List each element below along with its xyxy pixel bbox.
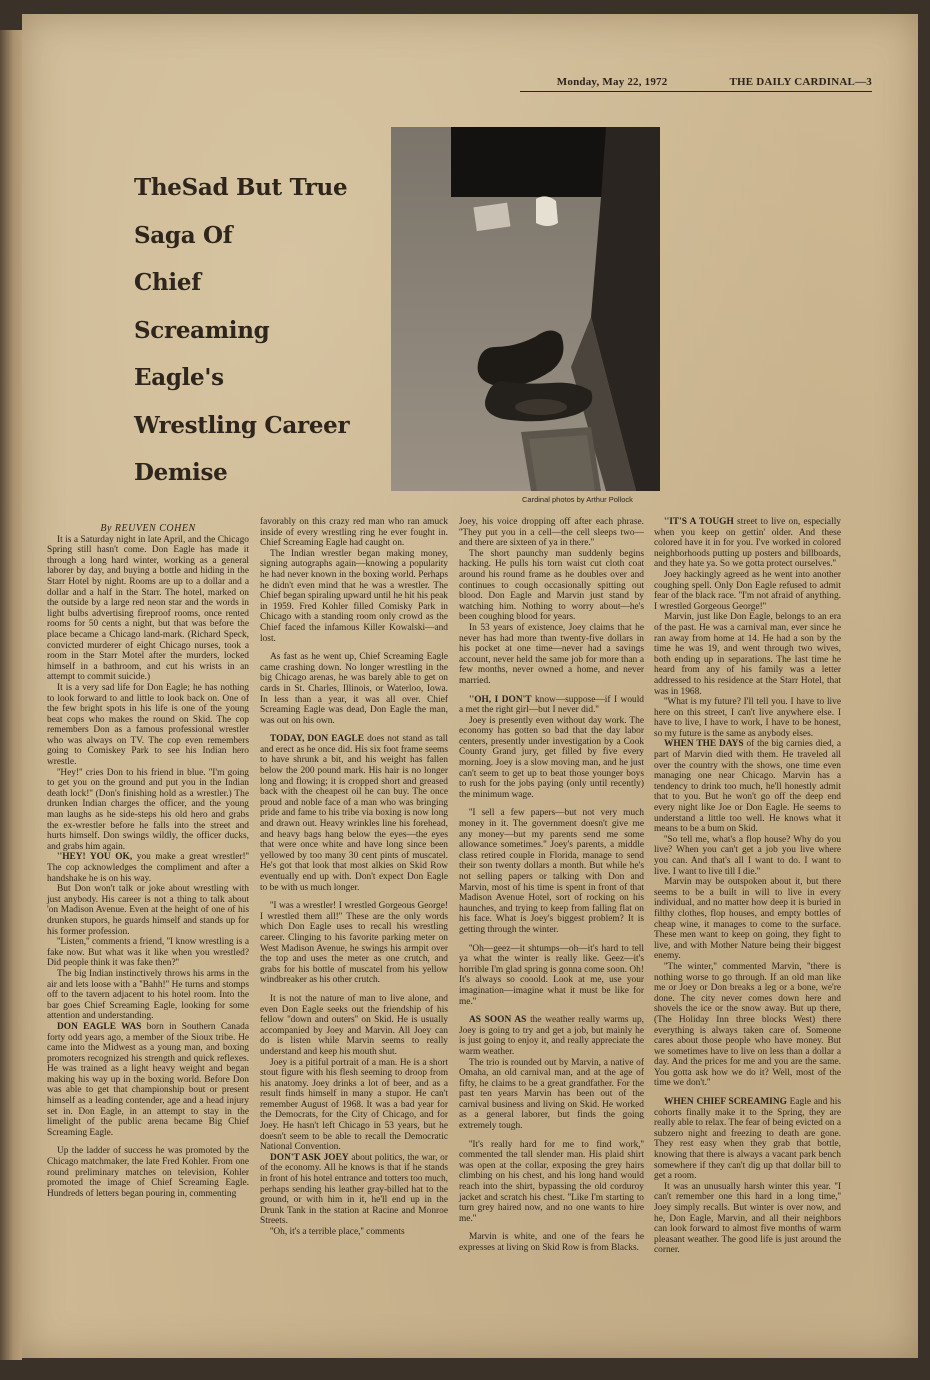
paragraph-text: It is not the nature of man to live alone, and even Don Eagle seeks out the friendship of his fellow ''down and outers'' on Skid. He is usually accompanied by Joey and Marvin. All Joey can do is listen while Marvin seems to really understand and keep his mouth shut. — [260, 993, 448, 1057]
article-paragraph — [654, 835, 841, 877]
article-paragraph — [459, 549, 644, 623]
headline-line: Saga Of — [134, 221, 233, 249]
article-column-1 — [47, 524, 249, 1199]
paragraph-text: The short paunchy man suddenly begins hacking. He pulls his torn waist cut cloth coat around his round frame as he doubles over and continues to cough occasionally spitting out blood. Don Eagle and Marvin just stand by watching him. Nothing to worry about—he's been coughing blood for years. — [459, 548, 644, 623]
headline-line: TheSad But True — [134, 174, 348, 201]
paragraph-text: It is a Saturday night in late April, and the Chicago Spring still hasn't come. Don Eagle has made it through a long hard winter, working as a general laborer by day, and buying a bottle and hiding in the Starr Hotel by night. Rooms are up to a dollar and a dollar and a half in the Starr. The hotel, marked on the outside by a large red neon star and the words in light bulbs advertising fireproof rooms, once rented rooms for 50 cents a night, but that was before the place became a Chicago land-mark. (Richard Speck, convicted murderer of eight Chicago nurses, took a room in the Starr Motel after the murders, locked himself in a bathroom, and cut his wrists in an attempt to commit suicide.) — [47, 534, 249, 683]
paragraph-text: Joey, his voice dropping off after each phrase. ''They put you in a cell—the cell sleeps two—and there are sixteen of ya in there.'' — [459, 517, 644, 549]
previous-page-edge — [0, 30, 22, 1360]
article-paragraph — [459, 1015, 644, 1057]
paragraph-text: Joey is a pitiful portrait of a man. He is a short stout figure with his flesh seeming to droop from his anatomy. Joey drinks a lot of beer, and as a result finds himself in many a stupor. He can't remember August of 1968. It was a bad year for the Democrats, for the City of Chicago, and for Joey. He hasn't left Chicago in 53 years, but he doesn't seem to be able to recall the Democratic National Convention. — [260, 1057, 448, 1153]
article-paragraph — [459, 1140, 644, 1225]
article-paragraph — [654, 877, 841, 962]
paragraph-text: of the big carnies died, a part of Marvin died with them. He traveled all over the country with the shows, one time even managing one near Chicago. Marvin has a tendency to drink too much, he'll honestly admit that to you. But he won't go off the deep end every night like Joe or Don Eagle. He seems to understand a little too well. He knows what it means to be a bum on Skid. — [654, 739, 842, 835]
paragraph-text: Eagle and his cohorts finally make it to the Spring, they are really able to relax. The fear of being evicted on a subzero night and freezing to death are gone. They rest easy when they grab that bottle, knowing that there is always a vacant park bench somewhere if they can't dig up that dollar bill to get a room. — [654, 1097, 841, 1182]
paragraph-text: It was an unusually harsh winter this year. ''I can't remember one this hard in a long time,'' Joey simply recalls. But winter is over now, and he, Don Eagle, Marvin, and all their neighbors can look forward to almost five months of warm pleasant weather. The good life is just around the corner. — [654, 1181, 841, 1256]
paragraph-text: Marvin, just like Don Eagle, belongs to an era of the past. He was a carnival man, ever since he ran away from home at 14. He had a son by the time he was 19, and went through two wives, both ending up in separations. The last time he heard from any of his family was a letter addressed to his residence at the Starr Hotel, that was in 1968. — [654, 612, 841, 697]
article-paragraph — [47, 535, 249, 683]
paragraph-text: ''It's really hard for me to find work,'' commented the tall slender man. His plaid shirt was open at the collar, exposing the grey hairs climbing on his chest, and his long hand would reach into the shirt, bypassing the old corduroy jacket and scratch his chest. ''Like I'm starting to turn grey haired now, and no one wants to hire me.'' — [459, 1139, 644, 1224]
article-paragraph — [260, 517, 448, 549]
paragraph-text: As fast as he went up, Chief Screaming Eagle came crashing down. No longer wrestling in the big Chicago arenas, he was barely able to get on cards in St. Charles, Illinois, or Waterloo, Iowa. In less than a year, it was all over. Chief Screaming Eagle was dead, Don Eagle the man, was out on his own. — [260, 652, 448, 726]
article-paragraph — [47, 884, 249, 937]
article-column-2 — [260, 517, 448, 1238]
paragraph-text: you make a great wrestler!'' The cop acknowledges the compliment and after a handshake he is on his way. — [47, 852, 249, 884]
headline-line: Eagle's — [134, 364, 224, 391]
paragraph-text: about politics, the war, or of the economy. All he knows is that if he stands in front of his hotel entrance and totters too much, perhaps sending his leather gray-billed hat to the ground, or with him in it, he'll end up in the Drunk Tank in the station at Racine and Monroe Streets. — [260, 1152, 448, 1227]
paragraph-text: know—suppose—if I would a met the right girl—but I never did.'' — [459, 694, 644, 716]
paragraph-text: The big Indian instinctively throws his arms in the air and lets loose with a ''Bahh!'' He turns and stomps off to the tavern adjacent to his hotel room. Into the bar goes Chief Screaming Eagle, looking for some attention and understanding. — [47, 968, 249, 1022]
article-paragraph — [260, 994, 448, 1058]
article-paragraph — [654, 517, 841, 570]
paragraph-text: does not stand as tall and erect as he once did. His six foot frame seems to have shrunk a bit, and his weight has fallen below the 200 pound mark. His hair is no longer long and flowing; it is cropped short and greased back with the cheapest oil he can buy. The once proud and noble face of a man who was bringing pride and fame to his tribe via boxing is now long and drawn out. Heavy wrinkles line his forehead, and heavy bags hang below the eyes—the eyes that were once white and have long since been yellowed by too many 30 cent pints of muscatel. He's got that look that most alkies on Skid Row eventually end up with. Don't expect Don Eagle to be with us much longer. — [260, 734, 448, 893]
paragraph-lead-in: AS SOON AS — [469, 1015, 527, 1026]
paragraph-text: Marvin may be outspoken about it, but there seems to be a built in will to live in every individual, and no matter how deep it is buried in filthy clothes, flop houses, and empty bottles of cheap wine, it manages to come to the surface. These men want to keep on going, they fight to live, and with Mother Nature being their biggest enemy. — [654, 877, 841, 962]
paragraph-lead-in: ''OH, I DON'T — [469, 694, 532, 705]
photo-credit: Cardinal photos by Arthur Pollock — [522, 495, 633, 504]
article-paragraph — [260, 652, 448, 726]
paragraph-text: ''Hey!'' cries Don to his friend in blue. ''I'm going to get you on the ground and put you in the Indian death lock!'' (Don's finishing hold as a wrestler.) The drunken Indian charges the officer, and the young man laughs as he side-steps his old hero and grabs the ex-wrestler before he falls into the street and hurts himself. Don swings wildly, the officer ducks, and grabs him again. — [47, 767, 249, 852]
paragraph-text: born in Southern Canada forty odd years ago, a member of the Sioux tribe. He came into the Midwest as a young man, and boxing promoters recognized his strength and quick reflexes. He was trained as a light heavy weight and began making his way up in the boxing world. Before Don was able to get that championship bout or present himself as a leading contender, age and a head injury set in. Don Eagle, in an attempt to stay in the limelight of the public arena became Big Chief Screaming Eagle. — [47, 1021, 249, 1138]
article-paragraph — [459, 716, 644, 801]
paragraph-text: Joey hackingly agreed as he went into another coughing spell. Only Don Eagle refused to admit fear of the black race. ''I'm not afraid of anything. I wrestled Gorgeous George!'' — [654, 569, 841, 612]
article-paragraph — [260, 549, 448, 644]
article-paragraph — [459, 808, 644, 935]
article-paragraph — [654, 570, 841, 612]
paragraph-lead-in: ''HEY! YOU OK, — [57, 852, 133, 863]
header-date: Monday, May 22, 1972 — [556, 76, 668, 88]
paragraph-text: The Indian wrestler began making money, signing autographs again—knowing a popularity he had never known in the boxing world. Perhaps he didn't even mind that he was a wrestler. The Chief began spiraling upward until he hit his peak in 1959. Fred Kohler filled Comisky Park in Chicago with a standing room only crowd as the Chief faced the infamous Killer Kowalski—and lost. — [260, 548, 448, 644]
article-column-3 — [459, 517, 644, 1254]
paragraph-text: ''Oh, it's a terrible place,'' comments — [270, 1227, 405, 1237]
paragraph-text: Joey is presently even without day work. The economy has gotten so bad that the day labor centers, presently under investigation by a Cook County Grand jury, get filled by five every morning. Joey is a slow moving man, and he just can't seem to get up to beat those younger boys to rush for the jobs paying (only until recently) the minimum wage. — [459, 715, 644, 800]
paragraph-text: ''Listen,'' comments a friend, ''I know wrestling is a fake now. But what was it like when you wrestled? Did people think it was fake then?'' — [47, 937, 249, 969]
paragraph-lead-in: WHEN THE DAYS — [664, 739, 744, 750]
article-paragraph — [47, 683, 249, 768]
paragraph-text: favorably on this crazy red man who ran amuck inside of every wrestling ring he ever fought in. Chief Screaming Eagle had caught on. — [260, 517, 448, 549]
article-paragraph — [459, 623, 644, 687]
paragraph-lead-in: DON EAGLE WAS — [57, 1021, 142, 1032]
headline — [134, 164, 404, 497]
article-paragraph — [47, 937, 249, 969]
article-paragraph — [260, 901, 448, 986]
paragraph-text: ''What is my future? I'll tell you. I have to live here on this street, I can't live anywhere else. I have to live, I have to work, I have to be honest, so my future is the same as anybody elses. — [654, 697, 841, 739]
article-paragraph — [459, 695, 644, 716]
article-column-4 — [654, 517, 841, 1256]
article-paragraph — [459, 944, 644, 1008]
page-header — [557, 76, 872, 88]
paragraph-text: But Don won't talk or joke about wrestling with just anybody. His career is not a thing to talk about 'on Madison Avenue. Even at the height of one of his drunken stupors, he guards himself and stands up for his former profession. — [47, 884, 249, 937]
photo-shoes-in-doorway — [391, 127, 660, 491]
article-paragraph — [260, 1227, 448, 1238]
article-paragraph — [654, 1182, 841, 1256]
article-paragraph — [654, 962, 841, 1089]
article-paragraph — [47, 1146, 249, 1199]
byline: By REUVEN COHEN — [100, 523, 196, 534]
header-paper-name: THE DAILY CARDINAL—3 — [729, 76, 872, 88]
paragraph-text: ''Oh—geez—it shtumps—oh—it's hard to tell ya what the winter is really like. Geez—it's horrible I'm glad spring is gonna come soon. Oh! It's always so cooold. Look at me, use your imagination—imagine what it must be like for me.'' — [459, 943, 644, 1007]
headline-line: Demise — [134, 459, 228, 486]
paragraph-text: the weather really warms up, Joey is going to try and get a job, but mainly he is just going to enjoy it, and really appreciate the warm weather. — [459, 1015, 644, 1057]
paragraph-text: In 53 years of existence, Joey claims that he never has had more than twenty-five dollars in his pocket at one time—never had a savings account, never held the same job for more than a few months, never owned a home, and never married. — [459, 622, 644, 686]
paragraph-text: ''The winter,'' commented Marvin, ''there is nothing worse to go through. If an old man like me or Joey or Don breaks a leg or a bone, we're done. The city never comes down here and shovels the ice or the snow away. But up there, (The Holiday Inn three blocks West) there everything is always taken care of. Someone cares about those people who have money. But we sometimes have to live on less than a dollar a day. And the prices for me and you are the same. You gotta ask how we do it? Well, most of the time we don't.'' — [654, 961, 841, 1089]
paragraph-text: ''I sell a few papers—but not very much money in it. The government doesn't give me any money—but my parents send me some allowance sometimes.'' Joey's parents, a middle class retired couple in Florida, manage to send their son twenty dollars a month. But while he's not selling papers or talking with Don and Marvin, most of his time is spent in front of that Madison Avenue Hotel, sort of rocking on his haunches, and trying to keep from falling flat on his face. What is Joey's biggest problem? It is getting through the winter. — [459, 808, 644, 935]
paragraph-text: ''So tell me, what's a flop house? Why do you live? When you can't get a job you live where you can. And that's all I want to do. I want to live. I want to live till I die.'' — [654, 834, 841, 877]
paragraph-text: ''I was a wrestler! I wrestled Gorgeous George! I wrestled them all!'' These are the only words which Don Eagle uses to recall his wrestling career. Clinging to his favorite parking meter on West Madison Avenue, he swings his armpit over the top and uses the meter as one crutch, and grabs for his bottle of muscatel from his yellow windbreaker as his other crutch. — [260, 901, 448, 986]
paragraph-text: It is a very sad life for Don Eagle; he has nothing to look forward to and little to look back on. One of the few bright spots in his life is one of the young beat cops who makes the round on Skid. The cop remembers Don as a famous professional wrestler who was always on TV. The cop even remembers going to Comiskey Park to see his Indian hero wrestle. — [47, 682, 249, 768]
article-paragraph — [260, 734, 448, 893]
article-paragraph — [654, 612, 841, 697]
article-paragraph — [654, 739, 841, 834]
article-paragraph — [654, 1097, 841, 1182]
article-paragraph — [459, 517, 644, 549]
paragraph-text: Up the ladder of success he was promoted by the Chicago matchmaker, the late Fred Kohler. From one round preliminary matches on television, Kohler promoted the image of Chief Screaming Eagle. Hundreds of letters began pouring in, commenting — [47, 1146, 249, 1199]
headline-line: Wrestling Career — [134, 411, 350, 439]
header-rule — [520, 91, 872, 92]
article-paragraph — [459, 1058, 644, 1132]
paragraph-lead-in: ''IT'S A TOUGH — [664, 517, 734, 527]
paragraph-text: The trio is rounded out by Marvin, a native of Omaha, an old carnival man, and at the age of fifty, he claims to be a great grandfather. For the past ten years Marvin has been out of the carnival business and living on Skid. He worked as a general laborer, but finds the going extremely tough. — [459, 1057, 644, 1132]
headline-line: Chief — [134, 269, 201, 296]
paragraph-text: Marvin is white, and one of the fears he expresses at living on Skid Row is from Blacks. — [459, 1232, 644, 1253]
article-paragraph — [47, 852, 249, 884]
paragraph-lead-in: TODAY, DON EAGLE — [270, 734, 365, 745]
paragraph-lead-in: WHEN CHIEF SCREAMING — [664, 1097, 787, 1108]
article-paragraph — [260, 1153, 448, 1227]
headline-line: Screaming — [134, 316, 270, 344]
paragraph-lead-in: DON'T ASK JOEY — [270, 1152, 349, 1163]
paragraph-text: street to live on, especially when you keep on gettin' older. And these colored have it in for you. I've worked in colored neighborhoods putting up posters and billboards, and they hate ya. So we gotta protect ourselves.'' — [654, 517, 841, 570]
article-paragraph — [47, 768, 249, 853]
article-paragraph — [47, 1022, 249, 1139]
article-paragraph — [654, 697, 841, 739]
newspaper-page — [22, 14, 918, 1358]
article-paragraph — [260, 1058, 448, 1153]
article-paragraph — [47, 969, 249, 1022]
article-paragraph — [459, 1232, 644, 1253]
